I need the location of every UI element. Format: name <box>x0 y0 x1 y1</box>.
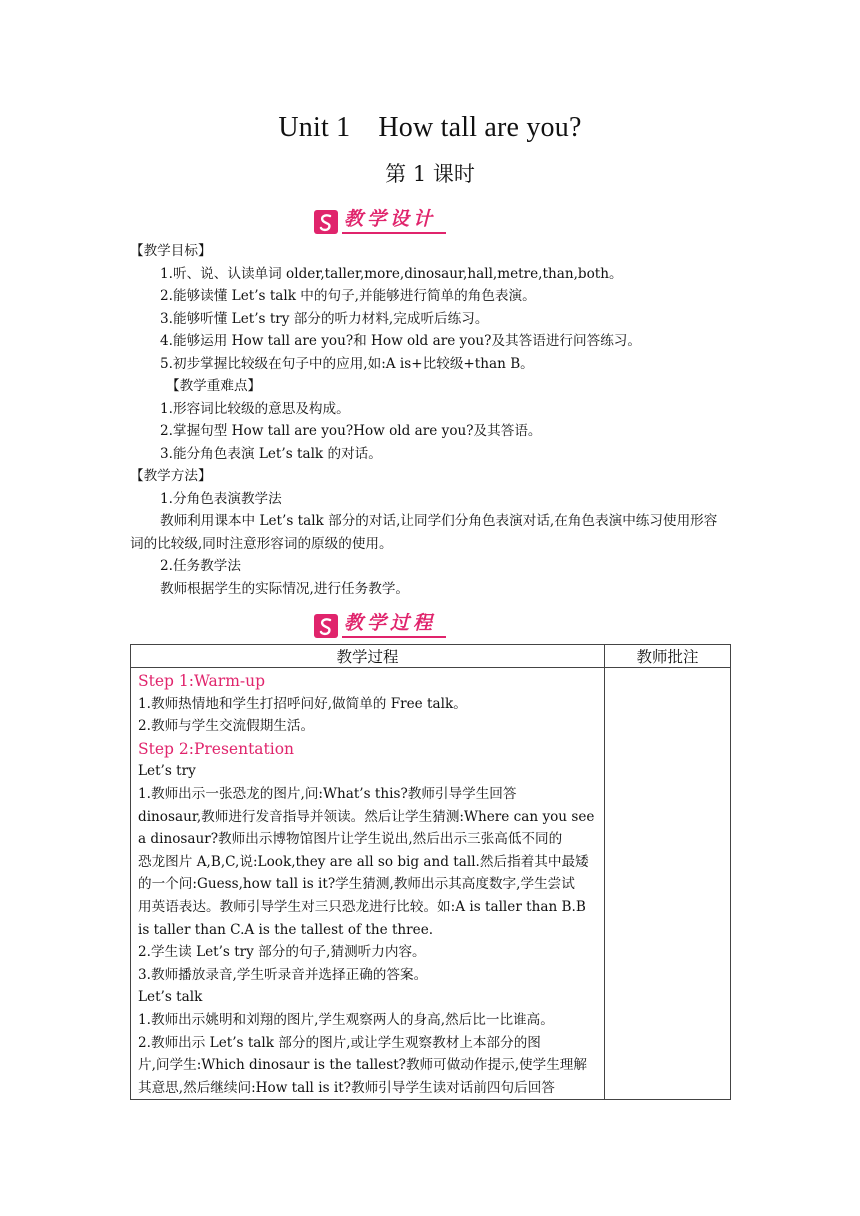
table-header-row <box>131 645 731 668</box>
unit-title <box>0 112 860 144</box>
process-line: is taller than C.A is the tallest of the three. <box>138 921 434 938</box>
step-heading: Step 2:Presentation <box>138 739 295 758</box>
lesson-subtitle: 第 1 课时 <box>385 162 475 186</box>
methods-heading: 【教学方法】 <box>130 468 212 484</box>
process-line: dinosaur,教师进行发音指导并领读。然后让学生猜测:Where can you see <box>138 808 595 825</box>
step-heading: Step 1:Warm-up <box>138 672 266 690</box>
method-description: 教师利用课本中 Let’s talk 部分的对话,让同学们分角色表演对话,在角色表演中练习使用形容词的比较级,同时注意形容词的原级的使用。 <box>130 513 718 552</box>
section-logo-icon <box>314 614 338 638</box>
goals-heading: 【教学目标】 <box>130 243 212 259</box>
process-line: 用英语表达。教师引导学生对三只恐龙进行比较。如:A is taller than B.B <box>138 898 586 915</box>
column-header-notes: 教师批注 <box>605 645 731 668</box>
process-line: 1.教师出示一张恐龙的图片,问:What’s this?教师引导学生回答 <box>138 785 517 802</box>
process-line: 1.教师出示姚明和刘翔的图片,学生观察两人的身高,然后比一比谁高。 <box>138 1011 554 1028</box>
goal-item: 5.初步掌握比较级在句子中的应用,如:A is+比较级+than B。 <box>160 355 534 372</box>
goal-item: 3.能够听懂 Let’s try 部分的听力材料,完成听后练习。 <box>160 310 489 327</box>
key-points-heading: 【教学重难点】 <box>166 378 262 394</box>
process-line: a dinosaur?教师出示博物馆图片让学生说出,然后出示三张高低不同的 <box>138 831 563 848</box>
method-title: 1.分角色表演教学法 <box>160 490 282 507</box>
section-logo-icon <box>314 210 338 234</box>
unit-number: Unit 1 <box>278 112 351 143</box>
method-description: 教师根据学生的实际情况,进行任务教学。 <box>160 580 410 597</box>
process-line: 其意思,然后继续问:How tall is it?教师引导学生读对话前四句后回答 <box>138 1079 555 1096</box>
key-point-item: 2.掌握句型 How tall are you?How old are you?及其答语。 <box>160 423 542 439</box>
column-header-process: 教学过程 <box>131 645 605 668</box>
banner-title: 教学设计 <box>342 208 446 234</box>
section-banner-design <box>314 206 446 234</box>
goal-item: 2.能够读懂 Let’s talk 中的句子,并能够进行简单的角色表演。 <box>160 288 536 304</box>
process-line: 2.学生读 Let’s try 部分的句子,猜测听力内容。 <box>138 944 426 961</box>
key-point-item: 1.形容词比较级的意思及构成。 <box>160 400 350 417</box>
process-line: 2.教师与学生交流假期生活。 <box>138 718 315 735</box>
unit-name: How tall are you? <box>378 112 582 143</box>
process-cell <box>131 668 605 1100</box>
method-title: 2.任务教学法 <box>160 558 241 574</box>
goal-item: 1.听、说、认读单词 older,taller,more,dinosaur,hall,metre,than,both。 <box>160 265 623 282</box>
subsection-label: Let’s talk <box>138 989 203 1006</box>
process-line: 1.教师热情地和学生打招呼问好,做简单的 Free talk。 <box>138 695 467 712</box>
process-line: 2.教师出示 Let’s talk 部分的图片,或让学生观察教材上本部分的图 <box>138 1034 541 1051</box>
process-line: 的一个问:Guess,how tall is it?学生猜测,教师出示其高度数字,学生尝试 <box>138 876 575 893</box>
banner-title: 教学过程 <box>342 612 446 638</box>
process-line: 3.教师播放录音,学生听录音并选择正确的答案。 <box>138 966 428 983</box>
process-line: 恐龙图片 A,B,C,说:Look,they are all so big and tall.然后指着其中最矮 <box>138 853 589 870</box>
lesson-plan-text <box>130 240 730 600</box>
section-banner-process <box>314 610 446 638</box>
process-line: 片,问学生:Which dinosaur is the tallest?教师可做动作提示,使学生理解 <box>138 1057 587 1074</box>
goal-item: 4.能够运用 How tall are you?和 How old are you?及其答语进行问答练习。 <box>160 333 641 349</box>
table-row <box>131 668 731 1100</box>
teaching-process-table <box>130 644 731 1100</box>
teacher-notes-cell <box>605 668 731 1100</box>
key-point-item: 3.能分角色表演 Let’s talk 的对话。 <box>160 445 382 462</box>
subsection-label: Let’s try <box>138 763 196 780</box>
